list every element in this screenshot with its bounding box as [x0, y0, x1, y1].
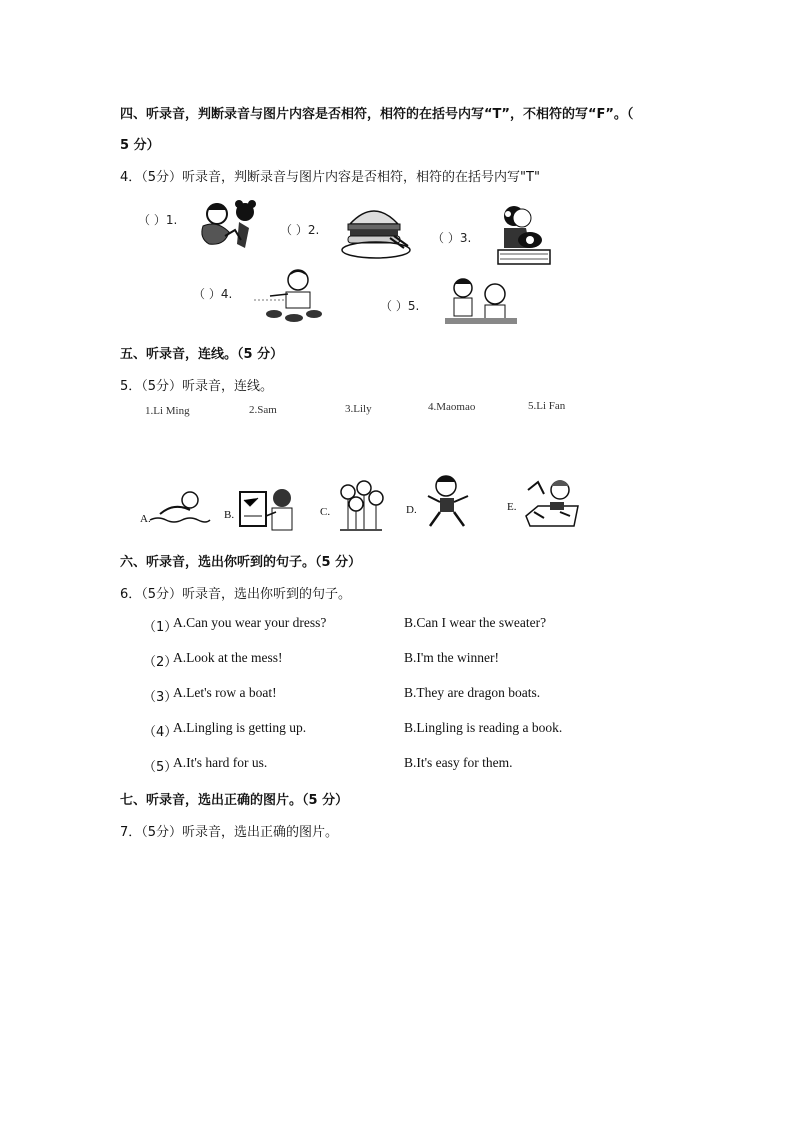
- name-4: 4.Maomao: [428, 401, 476, 413]
- picture-letter-b: B.: [224, 509, 235, 521]
- name-1: 1.Li Ming: [145, 405, 190, 417]
- drawing-at-desk-icon: [520, 476, 588, 540]
- section4-title-line1: 四、听录音，判断录音与图片内容是否相符，相符的在括号内写“T”，不相符的写“F”。（: [120, 107, 634, 122]
- answer-blank-3[interactable]: （ ）3.: [432, 231, 472, 245]
- telephone-icon: [494, 204, 554, 270]
- question-5: 5．（5分）听录音，连线。: [120, 379, 274, 394]
- option-5a[interactable]: A.It's hard for us.: [173, 755, 268, 770]
- kids-playing-mess-icon: [195, 196, 267, 252]
- option-3b[interactable]: B.They are dragon boats.: [404, 685, 541, 700]
- swimming-icon: [150, 488, 210, 528]
- section4-title-line2: 5 分）: [120, 138, 160, 153]
- option-1b[interactable]: B.Can I wear the sweater?: [404, 615, 547, 630]
- option-3a[interactable]: A.Let's row a boat!: [173, 685, 277, 700]
- boy-with-toy-cars-icon: [250, 266, 346, 328]
- answer-blank-2[interactable]: （ ）2.: [280, 223, 320, 237]
- name-2: 2.Sam: [249, 404, 277, 416]
- option-4a[interactable]: A.Lingling is getting up.: [173, 720, 307, 735]
- option-1a[interactable]: A.Can you wear your dress?: [173, 615, 327, 630]
- two-kids-at-table-icon: [445, 276, 517, 332]
- picture-letter-e: E.: [507, 501, 517, 513]
- option-2a[interactable]: A.Look at the mess!: [173, 650, 283, 665]
- hamburger-icon: [340, 198, 410, 264]
- painting-icon: [236, 486, 298, 536]
- name-5: 5.Li Fan: [528, 400, 566, 412]
- option-4b[interactable]: B.Lingling is reading a book.: [404, 720, 563, 735]
- flowers-icon: [334, 478, 388, 534]
- question-6: 6．（5分）听录音，选出你听到的句子。: [120, 587, 352, 602]
- option-5b[interactable]: B.It's easy for them.: [404, 755, 513, 770]
- row-number: （5）: [143, 760, 178, 775]
- question-7: 7．（5分）听录音，选出正确的图片。: [120, 825, 339, 840]
- answer-blank-4[interactable]: （ ）4.: [193, 287, 233, 301]
- picture-letter-c: C.: [320, 506, 331, 518]
- name-3: 3.Lily: [345, 403, 372, 415]
- row-number: （1）: [143, 620, 178, 635]
- row-number: （2）: [143, 655, 178, 670]
- picture-letter-d: D.: [406, 504, 417, 516]
- row-number: （4）: [143, 725, 178, 740]
- row-number: （3）: [143, 690, 178, 705]
- answer-blank-5[interactable]: （ ）5.: [380, 299, 420, 313]
- question-4: 4．（5分）听录音，判断录音与图片内容是否相符，相符的在括号内写"T": [120, 170, 540, 185]
- section5-title: 五、听录音，连线。（5 分）: [120, 347, 284, 362]
- running-icon: [420, 474, 480, 532]
- answer-blank-1[interactable]: （ ）1.: [138, 213, 178, 227]
- section6-title: 六、听录音，选出你听到的句子。（5 分）: [120, 555, 362, 570]
- picture-letter-a: A.: [140, 513, 151, 525]
- option-2b[interactable]: B.I'm the winner!: [404, 650, 500, 665]
- section7-title: 七、听录音，选出正确的图片。（5 分）: [120, 793, 349, 808]
